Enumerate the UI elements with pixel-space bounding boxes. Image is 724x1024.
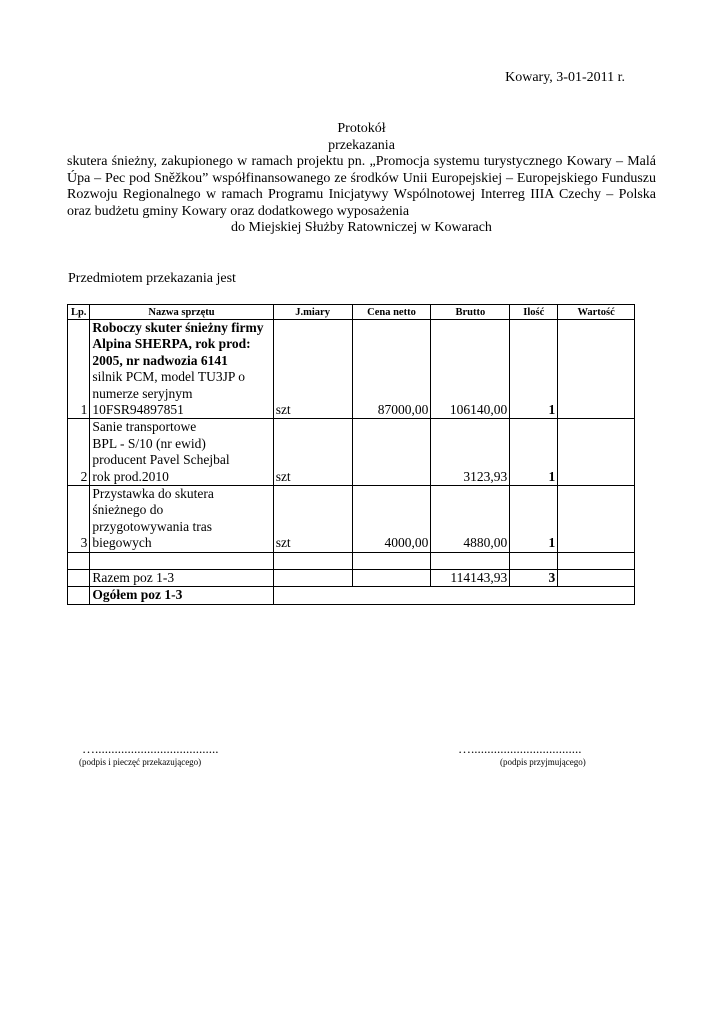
row-lp: 2: [68, 419, 90, 486]
document-date: Kowary, 3-01-2011 r.: [505, 70, 625, 85]
sum-value: [558, 569, 635, 586]
row-quantity: 1: [510, 486, 558, 553]
empty-cell: [558, 552, 635, 569]
row-name: [90, 486, 273, 553]
row-gross: 3123,93: [431, 419, 510, 486]
table-row: [68, 419, 635, 486]
title-protocol: Protokół: [337, 121, 386, 136]
title-recipient: do Miejskiej Służby Ratowniczej w Kowarach: [231, 220, 492, 235]
row-net-price: [352, 419, 431, 486]
row-name-line: śnieżnego do: [92, 502, 164, 518]
row-gross: 106140,00: [431, 320, 510, 419]
signature-line-left: …......................................: [82, 741, 219, 756]
row-name-line: 10FSR94897851: [92, 402, 184, 418]
title-description: skutera śnieżny, zakupionego w ramach projektu pn. „Promocja systemu turystycznego Kowary – Malá Úpa – Pec pod Sněžkou” współfinansowanego ze środków Unii Europejskiej – Europejskiego Funduszu Rozwoju Regionalnego w ramach Programu Inicjatywy Wspólnotowej Interreg IIIA Czechy – Polska oraz budżetu gminy Kowary oraz dodatkowego wyposażenia: [67, 154, 656, 219]
signature-line-right: …..................................: [458, 741, 582, 756]
row-value: [558, 419, 635, 486]
row-name-line: Sanie transportowe: [92, 419, 197, 435]
row-name-line: BPL - S/10 (nr ewid): [92, 435, 206, 451]
row-name-line: biegowych: [92, 535, 152, 551]
row-name-line: producent Pavel Schejbal: [92, 452, 230, 468]
row-unit: szt: [273, 320, 352, 419]
row-quantity: 1: [510, 419, 558, 486]
table-row: [68, 320, 635, 419]
title-handover: przekazania: [328, 137, 395, 153]
row-net-price: 87000,00: [352, 320, 431, 419]
table-empty-row: [68, 552, 635, 569]
header-quantity: Ilość: [510, 305, 558, 320]
total-lp: [68, 587, 90, 604]
row-net-price: 4000,00: [352, 486, 431, 553]
row-name-line: numerze seryjnym: [92, 385, 193, 401]
header-gross: Brutto: [431, 305, 510, 320]
table-total-row: [68, 587, 635, 604]
intro-text: Przedmiotem przekazania jest: [68, 271, 236, 286]
sum-net: [352, 569, 431, 586]
document-title-block: [67, 121, 656, 237]
empty-cell: [273, 552, 352, 569]
row-name: [90, 419, 273, 486]
signature-label-left: (podpis i pieczęć przekazującego): [79, 757, 202, 767]
signature-label-right: (podpis przyjmującego): [500, 757, 586, 767]
empty-cell: [90, 552, 273, 569]
row-value: [558, 486, 635, 553]
table-sum-row: [68, 569, 635, 586]
empty-cell: [431, 552, 510, 569]
row-lp: 3: [68, 486, 90, 553]
row-unit: szt: [273, 486, 352, 553]
row-name-line: silnik PCM, model TU3JP o: [92, 369, 246, 385]
header-lp: Lp.: [68, 305, 90, 320]
row-value: [558, 320, 635, 419]
empty-cell: [352, 552, 431, 569]
sum-label: Razem poz 1-3: [90, 569, 273, 586]
sum-gross: 114143,93: [431, 569, 510, 586]
total-label: Ogółem poz 1-3: [90, 587, 273, 604]
row-name-bold: Roboczy skuter śnieżny firmy Alpina SHERPA, rok prod: 2005, nr nadwozia 6141: [92, 320, 264, 368]
header-unit: J.miary: [273, 305, 352, 320]
table-header-row: [68, 305, 635, 320]
empty-cell: [68, 552, 90, 569]
row-name: [90, 320, 273, 419]
row-name-line: Przystawka do skutera: [92, 486, 214, 502]
header-value: Wartość: [558, 305, 635, 320]
row-name-line: przygotowywania tras: [92, 518, 212, 534]
total-value: [273, 587, 634, 604]
equipment-table: [67, 304, 635, 605]
row-name-line: rok prod.2010: [92, 468, 169, 484]
row-quantity: 1: [510, 320, 558, 419]
header-name: Nazwa sprzętu: [90, 305, 273, 320]
sum-unit: [273, 569, 352, 586]
row-unit: szt: [273, 419, 352, 486]
row-lp: 1: [68, 320, 90, 419]
empty-cell: [510, 552, 558, 569]
sum-lp: [68, 569, 90, 586]
row-gross: 4880,00: [431, 486, 510, 553]
sum-quantity: 3: [510, 569, 558, 586]
header-net-price: Cena netto: [352, 305, 431, 320]
table-row: [68, 486, 635, 553]
